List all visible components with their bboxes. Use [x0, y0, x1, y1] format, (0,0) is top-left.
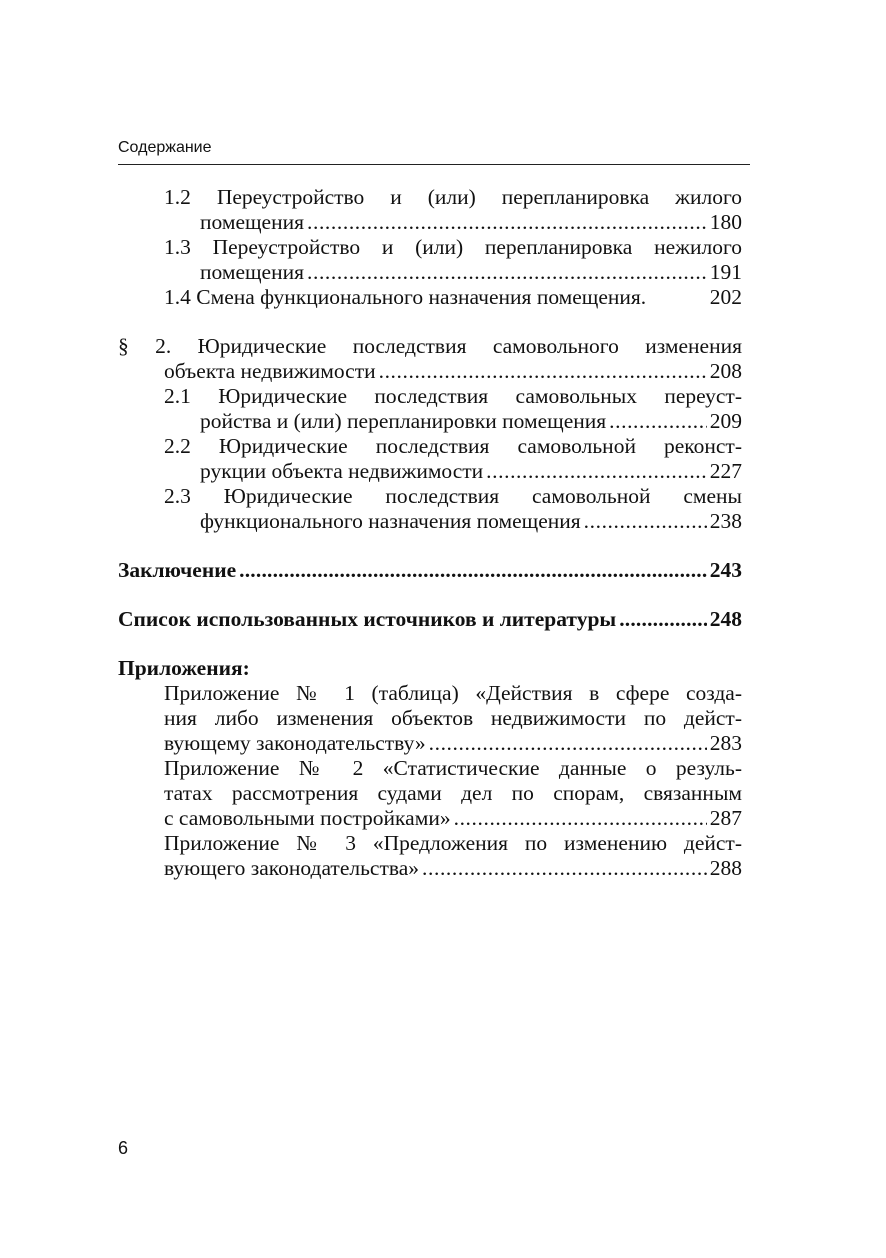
toc-appendix-3-line2[interactable] [118, 856, 742, 881]
dot-leader [609, 409, 707, 434]
toc-entry-text: с самовольными постройками» [164, 806, 451, 830]
toc-appendix-1-line1: Приложение № 1 (таблица) «Действия в сфере созда- [164, 681, 742, 705]
toc-appendix-1-line2: ния либо изменения объектов недвижимости по дейст- [164, 706, 742, 730]
page-ref: 243 [709, 558, 742, 582]
page-ref: 227 [709, 459, 742, 483]
running-header: Содержание [118, 139, 212, 156]
toc-conclusion[interactable] [118, 558, 742, 583]
dot-leader [422, 856, 707, 881]
page-ref: 283 [709, 731, 742, 755]
dot-leader [486, 459, 707, 484]
toc-appendix-2-line2: татах рассмотрения судами дел по спорам, связанным [164, 781, 742, 805]
toc-entry-2-1-line2[interactable] [118, 409, 742, 434]
dot-leader [584, 509, 707, 534]
dot-leader [379, 359, 707, 384]
toc-entry-text: 1.4 Смена функционального назначения помещения. [164, 285, 647, 309]
toc-entry-text: Список использованных источников и литературы [118, 607, 617, 631]
toc-entry-1-2-line1: 1.2 Переустройство и (или) перепланировка жилого [164, 185, 742, 209]
toc-entry-1-2-line2[interactable] [118, 210, 742, 235]
toc-appendix-2-line3[interactable] [118, 806, 742, 831]
toc-entry-1-3-line2[interactable] [118, 260, 742, 285]
dot-leader [429, 731, 707, 756]
toc-appendix-2-line1: Приложение № 2 «Статистические данные о резуль- [164, 756, 742, 780]
toc-entry-text: рукции объекта недвижимости [200, 459, 484, 483]
toc-entry-text: объекта недвижимости [164, 359, 376, 383]
page-ref: 288 [709, 856, 742, 880]
dot-leader [307, 210, 707, 235]
toc-entry-text: Заключение [118, 558, 237, 582]
toc-section-2-line2[interactable] [118, 359, 742, 384]
toc-entry-text: вующему законодательству» [164, 731, 426, 755]
page-ref: 238 [709, 509, 742, 533]
toc-entry-1-4[interactable] [118, 285, 742, 310]
toc-entry-2-2-line1: 2.2 Юридические последствия самовольной реконст- [164, 434, 742, 458]
table-of-contents [118, 185, 742, 881]
toc-appendix-3-line1: Приложение № 3 «Предложения по изменению дейст- [164, 831, 742, 855]
toc-entry-text: помещения [200, 260, 304, 284]
toc-entry-text: помещения [200, 210, 304, 234]
dot-leader [239, 558, 707, 583]
toc-entry-text: ройства и (или) перепланировки помещения [200, 409, 607, 433]
toc-entry-2-1-line1: 2.1 Юридические последствия самовольных переуст- [164, 384, 742, 408]
toc-appendix-1-line3[interactable] [118, 731, 742, 756]
page-ref: 180 [709, 210, 742, 234]
page-ref: 202 [709, 285, 742, 309]
toc-entry-2-3-line2[interactable] [118, 509, 742, 534]
dot-leader [619, 607, 707, 632]
dot-leader [307, 260, 707, 285]
toc-entry-2-3-line1: 2.3 Юридические последствия самовольной смены [164, 484, 742, 508]
toc-entry-text: функционального назначения помещения [200, 509, 581, 533]
toc-bibliography[interactable] [118, 607, 742, 632]
page-number: 6 [118, 1138, 129, 1158]
toc-appendices-heading: Приложения: [118, 656, 250, 680]
page-ref: 209 [709, 409, 742, 433]
page-ref: 208 [709, 359, 742, 383]
page-ref: 191 [709, 260, 742, 284]
page-ref: 248 [709, 607, 742, 631]
page-ref: 287 [709, 806, 742, 830]
toc-entry-1-3-line1: 1.3 Переустройство и (или) перепланировка нежилого [164, 235, 742, 259]
toc-entry-2-2-line2[interactable] [118, 459, 742, 484]
toc-entry-text: вующего законодательства» [164, 856, 420, 880]
toc-section-2-line1: § 2. Юридические последствия самовольного изменения [118, 334, 742, 358]
header-rule [118, 164, 750, 165]
dot-leader [454, 806, 707, 831]
